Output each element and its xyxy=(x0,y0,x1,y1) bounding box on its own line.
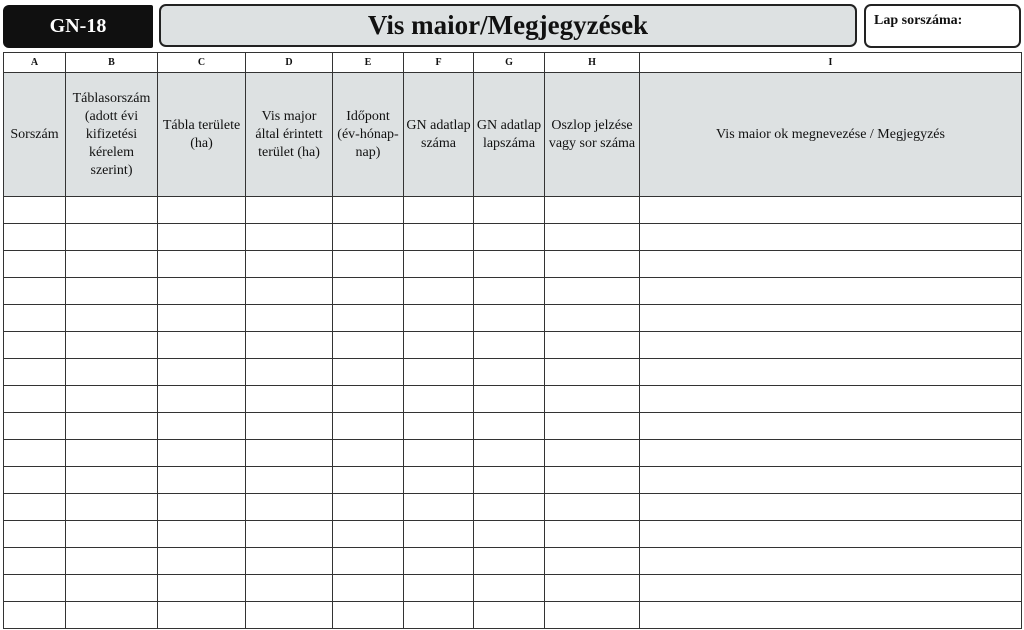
table-cell[interactable] xyxy=(246,332,333,359)
table-cell[interactable] xyxy=(474,197,545,224)
table-cell[interactable] xyxy=(246,413,333,440)
table-cell[interactable] xyxy=(66,602,158,629)
table-cell[interactable] xyxy=(640,494,1022,521)
table-cell[interactable] xyxy=(246,521,333,548)
table-cell[interactable] xyxy=(545,575,640,602)
table-cell[interactable] xyxy=(474,440,545,467)
table-row xyxy=(4,197,1022,224)
column-header: Vis major által érintett terület (ha) xyxy=(246,73,333,197)
table-cell[interactable] xyxy=(333,494,404,521)
table-cell[interactable] xyxy=(158,305,246,332)
table-cell[interactable] xyxy=(404,197,474,224)
table-cell[interactable] xyxy=(474,575,545,602)
table-cell[interactable] xyxy=(246,440,333,467)
table-cell[interactable] xyxy=(333,278,404,305)
table-row xyxy=(4,602,1022,629)
table-cell[interactable] xyxy=(66,278,158,305)
table-cell[interactable] xyxy=(333,251,404,278)
table-cell[interactable] xyxy=(404,494,474,521)
table-cell[interactable] xyxy=(158,575,246,602)
table-row xyxy=(4,494,1022,521)
table-cell[interactable] xyxy=(158,467,246,494)
table-cell[interactable] xyxy=(246,251,333,278)
table-cell[interactable] xyxy=(404,548,474,575)
table-cell[interactable] xyxy=(404,440,474,467)
table-cell[interactable] xyxy=(545,548,640,575)
table-cell[interactable] xyxy=(333,575,404,602)
form-code-badge xyxy=(3,5,153,48)
table-cell[interactable] xyxy=(246,548,333,575)
table-cell[interactable] xyxy=(66,494,158,521)
column-letter: G xyxy=(474,53,545,73)
table-cell[interactable] xyxy=(640,467,1022,494)
table-cell[interactable] xyxy=(4,305,66,332)
table-cell[interactable] xyxy=(404,305,474,332)
table-cell[interactable] xyxy=(333,602,404,629)
table-cell[interactable] xyxy=(404,251,474,278)
table-cell[interactable] xyxy=(246,602,333,629)
column-letter: E xyxy=(333,53,404,73)
table-row xyxy=(4,440,1022,467)
table-cell[interactable] xyxy=(545,305,640,332)
table-cell[interactable] xyxy=(4,548,66,575)
table-cell[interactable] xyxy=(4,467,66,494)
table-row xyxy=(4,305,1022,332)
table-cell[interactable] xyxy=(474,494,545,521)
table-cell[interactable] xyxy=(4,494,66,521)
column-letter: D xyxy=(246,53,333,73)
table-cell[interactable] xyxy=(545,494,640,521)
column-letter: F xyxy=(404,53,474,73)
table-cell[interactable] xyxy=(640,305,1022,332)
table-cell[interactable] xyxy=(66,251,158,278)
column-letter-row xyxy=(4,53,1022,73)
table-cell[interactable] xyxy=(545,278,640,305)
table-cell[interactable] xyxy=(474,305,545,332)
table-cell[interactable] xyxy=(66,197,158,224)
table-row xyxy=(4,332,1022,359)
table-cell[interactable] xyxy=(66,575,158,602)
column-letter: C xyxy=(158,53,246,73)
table-row xyxy=(4,278,1022,305)
table-cell[interactable] xyxy=(158,548,246,575)
table-cell[interactable] xyxy=(66,305,158,332)
table-cell[interactable] xyxy=(545,413,640,440)
table-cell[interactable] xyxy=(404,602,474,629)
table-row xyxy=(4,224,1022,251)
table-cell[interactable] xyxy=(404,386,474,413)
table-cell[interactable] xyxy=(246,278,333,305)
form-code: GN-18 xyxy=(49,15,107,37)
table-cell[interactable] xyxy=(333,548,404,575)
column-header-row xyxy=(4,73,1022,197)
table-cell[interactable] xyxy=(4,278,66,305)
table-cell[interactable] xyxy=(333,467,404,494)
table-cell[interactable] xyxy=(404,467,474,494)
table-cell[interactable] xyxy=(4,251,66,278)
table-cell[interactable] xyxy=(66,467,158,494)
table-cell[interactable] xyxy=(333,359,404,386)
column-header: Oszlop jelzése vagy sor száma xyxy=(545,73,640,197)
column-header: Időpont (év-hónap-nap) xyxy=(333,73,404,197)
table-cell[interactable] xyxy=(66,413,158,440)
column-header: GN adatlap lapszáma xyxy=(474,73,545,197)
table-cell[interactable] xyxy=(4,386,66,413)
table-cell[interactable] xyxy=(158,440,246,467)
table-cell[interactable] xyxy=(545,602,640,629)
table-cell[interactable] xyxy=(246,494,333,521)
table-cell[interactable] xyxy=(545,224,640,251)
table-cell[interactable] xyxy=(158,521,246,548)
table-cell[interactable] xyxy=(4,440,66,467)
table-cell[interactable] xyxy=(246,575,333,602)
table-row xyxy=(4,359,1022,386)
table-cell[interactable] xyxy=(333,413,404,440)
table-cell[interactable] xyxy=(333,224,404,251)
table-cell[interactable] xyxy=(246,359,333,386)
table-cell[interactable] xyxy=(640,440,1022,467)
table-cell[interactable] xyxy=(545,521,640,548)
table-cell[interactable] xyxy=(158,197,246,224)
table-cell[interactable] xyxy=(474,386,545,413)
column-header: Tábla területe (ha) xyxy=(158,73,246,197)
table-cell[interactable] xyxy=(4,332,66,359)
table-row xyxy=(4,548,1022,575)
table-cell[interactable] xyxy=(66,548,158,575)
table-cell[interactable] xyxy=(4,359,66,386)
column-header: Sorszám xyxy=(4,73,66,197)
sheet-number-field[interactable] xyxy=(864,4,1021,48)
table-cell[interactable] xyxy=(640,386,1022,413)
form-title: Vis maior/Megjegyzések xyxy=(367,10,649,40)
column-letter: I xyxy=(640,53,1022,73)
table-cell[interactable] xyxy=(4,575,66,602)
table-cell[interactable] xyxy=(640,602,1022,629)
table-cell[interactable] xyxy=(404,224,474,251)
table-cell[interactable] xyxy=(4,521,66,548)
table-row xyxy=(4,467,1022,494)
vis-maior-table xyxy=(3,52,1022,629)
table-cell[interactable] xyxy=(640,413,1022,440)
table-cell[interactable] xyxy=(640,332,1022,359)
column-header: Táblasorszám (adott évi kifizetési kérelem szerint) xyxy=(66,73,158,197)
table-cell[interactable] xyxy=(474,251,545,278)
table-cell[interactable] xyxy=(66,521,158,548)
table-cell[interactable] xyxy=(404,521,474,548)
table-cell[interactable] xyxy=(4,224,66,251)
table-cell[interactable] xyxy=(640,224,1022,251)
table-row xyxy=(4,521,1022,548)
table-cell[interactable] xyxy=(333,440,404,467)
table-cell[interactable] xyxy=(640,548,1022,575)
table-cell[interactable] xyxy=(640,521,1022,548)
column-letter: H xyxy=(545,53,640,73)
table-cell[interactable] xyxy=(158,332,246,359)
table-cell[interactable] xyxy=(474,332,545,359)
table-cell[interactable] xyxy=(333,521,404,548)
table-cell[interactable] xyxy=(158,413,246,440)
column-header: Vis maior ok megnevezése / Megjegyzés xyxy=(640,73,1022,197)
table-cell[interactable] xyxy=(474,413,545,440)
table-body xyxy=(4,197,1022,629)
table-cell[interactable] xyxy=(640,251,1022,278)
table-cell[interactable] xyxy=(66,332,158,359)
table-row xyxy=(4,386,1022,413)
table-cell[interactable] xyxy=(246,386,333,413)
table-row xyxy=(4,251,1022,278)
table-cell[interactable] xyxy=(4,197,66,224)
table-cell[interactable] xyxy=(640,197,1022,224)
column-letter: B xyxy=(66,53,158,73)
column-letter: A xyxy=(4,53,66,73)
table-cell[interactable] xyxy=(640,278,1022,305)
table-cell[interactable] xyxy=(158,602,246,629)
table-cell[interactable] xyxy=(545,332,640,359)
table-cell[interactable] xyxy=(158,251,246,278)
table-cell[interactable] xyxy=(640,575,1022,602)
table-cell[interactable] xyxy=(404,332,474,359)
table-cell[interactable] xyxy=(545,440,640,467)
table-cell[interactable] xyxy=(545,359,640,386)
table-cell[interactable] xyxy=(474,521,545,548)
table-row xyxy=(4,575,1022,602)
table-cell[interactable] xyxy=(333,332,404,359)
table-cell[interactable] xyxy=(404,278,474,305)
table-cell[interactable] xyxy=(158,386,246,413)
table-cell[interactable] xyxy=(333,386,404,413)
table-cell[interactable] xyxy=(474,467,545,494)
table-row xyxy=(4,413,1022,440)
table-cell[interactable] xyxy=(474,602,545,629)
table-cell[interactable] xyxy=(545,386,640,413)
table-cell[interactable] xyxy=(66,224,158,251)
table-cell[interactable] xyxy=(474,278,545,305)
table-cell[interactable] xyxy=(640,359,1022,386)
table-cell[interactable] xyxy=(474,548,545,575)
table-cell[interactable] xyxy=(246,224,333,251)
table-cell[interactable] xyxy=(545,251,640,278)
table-cell[interactable] xyxy=(333,305,404,332)
table-cell[interactable] xyxy=(66,359,158,386)
table-cell[interactable] xyxy=(66,386,158,413)
table-cell[interactable] xyxy=(246,305,333,332)
column-header: GN adatlap száma xyxy=(404,73,474,197)
table-cell[interactable] xyxy=(474,224,545,251)
table-cell[interactable] xyxy=(158,224,246,251)
table-cell[interactable] xyxy=(246,197,333,224)
table-cell[interactable] xyxy=(66,440,158,467)
table-cell[interactable] xyxy=(474,359,545,386)
table-cell[interactable] xyxy=(404,413,474,440)
table-cell[interactable] xyxy=(333,197,404,224)
table-cell[interactable] xyxy=(4,602,66,629)
form-title-box xyxy=(159,4,857,47)
table-cell[interactable] xyxy=(545,197,640,224)
table-cell[interactable] xyxy=(246,467,333,494)
table-cell[interactable] xyxy=(4,413,66,440)
table-cell[interactable] xyxy=(545,467,640,494)
table-cell[interactable] xyxy=(158,278,246,305)
table-cell[interactable] xyxy=(404,359,474,386)
sheet-number-label: Lap sorszáma: xyxy=(874,13,963,28)
table-cell[interactable] xyxy=(158,359,246,386)
table-cell[interactable] xyxy=(404,575,474,602)
table-cell[interactable] xyxy=(158,494,246,521)
